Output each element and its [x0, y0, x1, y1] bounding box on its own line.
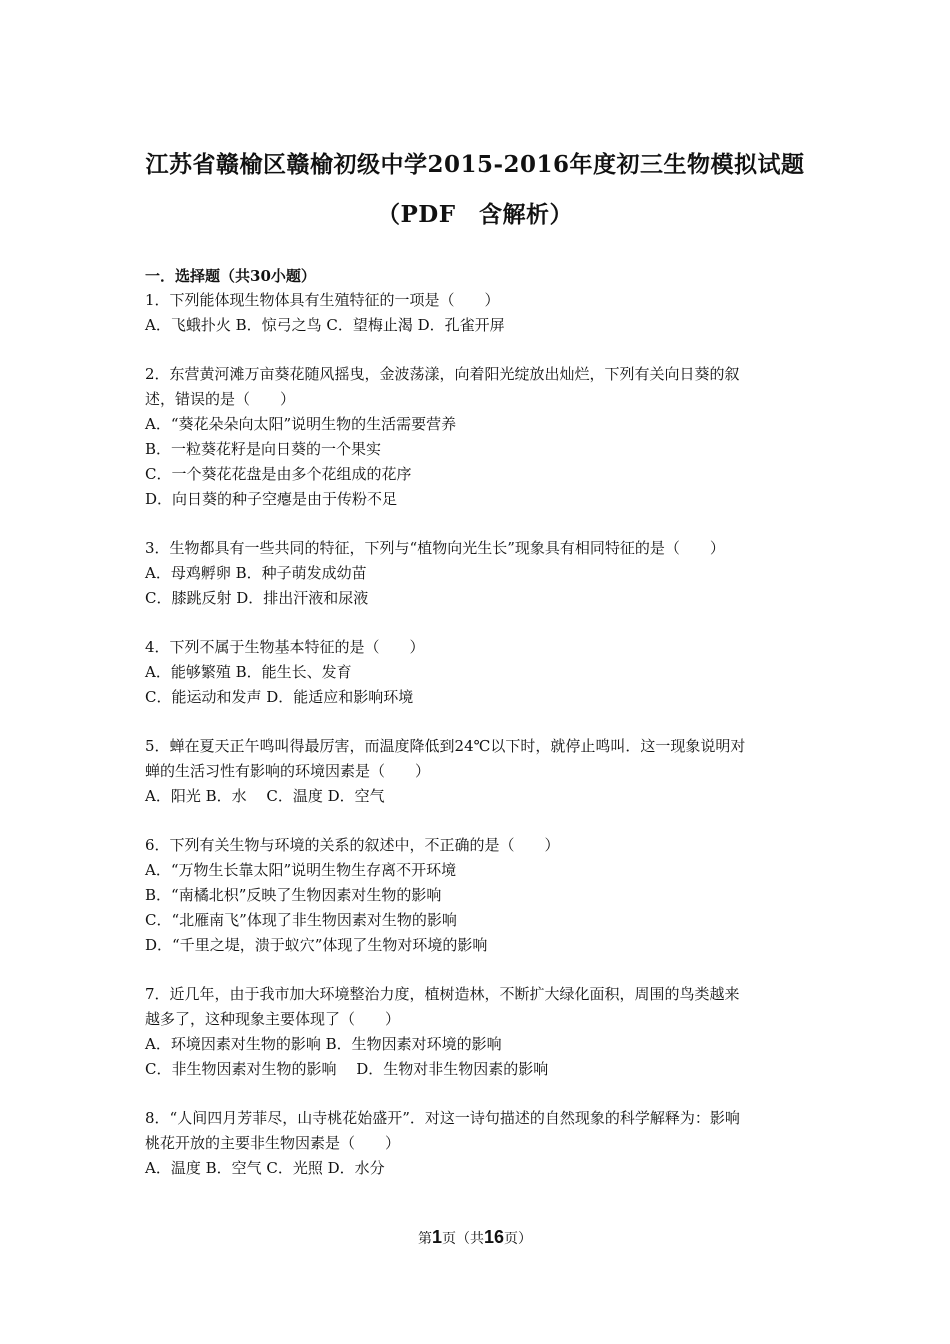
question-stem: 越多了，这种现象主要体现了（ ）: [145, 1010, 401, 1028]
question-item: [145, 1106, 810, 1181]
question-item: [145, 536, 810, 611]
footer-mid: 页（共: [441, 1231, 484, 1247]
question-stem: 7．近几年，由于我市加大环境整治力度，植树造林，不断扩大绿化面积，周围的鸟类越来: [145, 985, 740, 1003]
footer-suffix: 页）: [504, 1231, 533, 1247]
answer-options: A．“万物生长靠太阳”说明生物生存离不开环境: [145, 861, 457, 879]
answer-options: A．能够繁殖 B．能生长、发育: [145, 663, 352, 681]
answer-options: D．向日葵的种子空瘪是由于传粉不足: [145, 490, 398, 508]
answer-options: C．“北雁南飞”体现了非生物因素对生物的影响: [145, 911, 457, 929]
current-page-number: 1: [431, 1227, 442, 1247]
question-stem: 8．“人间四月芳菲尽，山寺桃花始盛开”．对这一诗句描述的自然现象的科学解释为：影响: [145, 1109, 740, 1127]
question-stem: 2．东营黄河滩万亩葵花随风摇曳，金波荡漾，向着阳光绽放出灿烂，下列有关向日葵的叙: [145, 365, 740, 383]
answer-options: D．“千里之堤，溃于蚁穴”体现了生物对环境的影响: [145, 936, 488, 954]
answer-options: C．能运动和发声 D．能适应和影响环境: [145, 688, 414, 706]
question-item: [145, 288, 810, 338]
question-item: [145, 635, 810, 710]
question-item: [145, 362, 810, 512]
answer-options: A．阳光 B．水 C．温度 D．空气: [145, 787, 385, 805]
question-stem: 蝉的生活习性有影响的环境因素是（ ）: [145, 762, 431, 780]
question-stem: 1．下列能体现生物体具有生殖特征的一项是（ ）: [145, 291, 500, 309]
answer-options: C．一个葵花花盘是由多个花组成的花序: [145, 465, 412, 483]
document-subtitle: （PDF 含解析）: [376, 201, 574, 228]
question-item: [145, 982, 810, 1082]
answer-options: A．飞蛾扑火 B．惊弓之鸟 C．望梅止渴 D．孔雀开屏: [145, 316, 505, 334]
question-stem: 桃花开放的主要非生物因素是（ ）: [145, 1134, 401, 1152]
total-pages-number: 16: [483, 1227, 505, 1247]
answer-options: A．“葵花朵朵向太阳”说明生物的生活需要营养: [145, 415, 457, 433]
answer-options: A．环境因素对生物的影响 B．生物因素对环境的影响: [145, 1035, 502, 1053]
answer-options: C．膝跳反射 D．排出汗液和尿液: [145, 589, 369, 607]
answer-options: C．非生物因素对生物的影响 D．生物对非生物因素的影响: [145, 1060, 549, 1078]
answer-options: A．温度 B．空气 C．光照 D．水分: [145, 1159, 385, 1177]
footer-prefix: 第: [417, 1231, 432, 1247]
question-stem: 3．生物都具有一些共同的特征，下列与“植物向光生长”现象具有相同特征的是（ ）: [145, 539, 725, 557]
document-title: 江苏省赣榆区赣榆初级中学2015-2016年度初三生物模拟试题: [145, 151, 805, 178]
answer-options: B．一粒葵花籽是向日葵的一个果实: [145, 440, 382, 458]
question-stem: 6．下列有关生物与环境的关系的叙述中，不正确的是（ ）: [145, 836, 560, 854]
question-stem: 述，错误的是（ ）: [145, 390, 296, 408]
question-item: [145, 833, 810, 958]
question-item: [145, 734, 810, 809]
question-stem: 4．下列不属于生物基本特征的是（ ）: [145, 638, 425, 656]
answer-options: A．母鸡孵卵 B．种子萌发成幼苗: [145, 564, 367, 582]
question-list: [145, 288, 810, 1205]
answer-options: B．“南橘北枳”反映了生物因素对生物的影响: [145, 886, 442, 904]
section-heading: 一．选择题（共30小题）: [145, 267, 316, 285]
page-footer: [0, 1226, 950, 1250]
question-stem: 5．蝉在夏天正午鸣叫得最厉害，而温度降低到24℃以下时，就停止鸣叫．这一现象说明对: [145, 737, 746, 755]
